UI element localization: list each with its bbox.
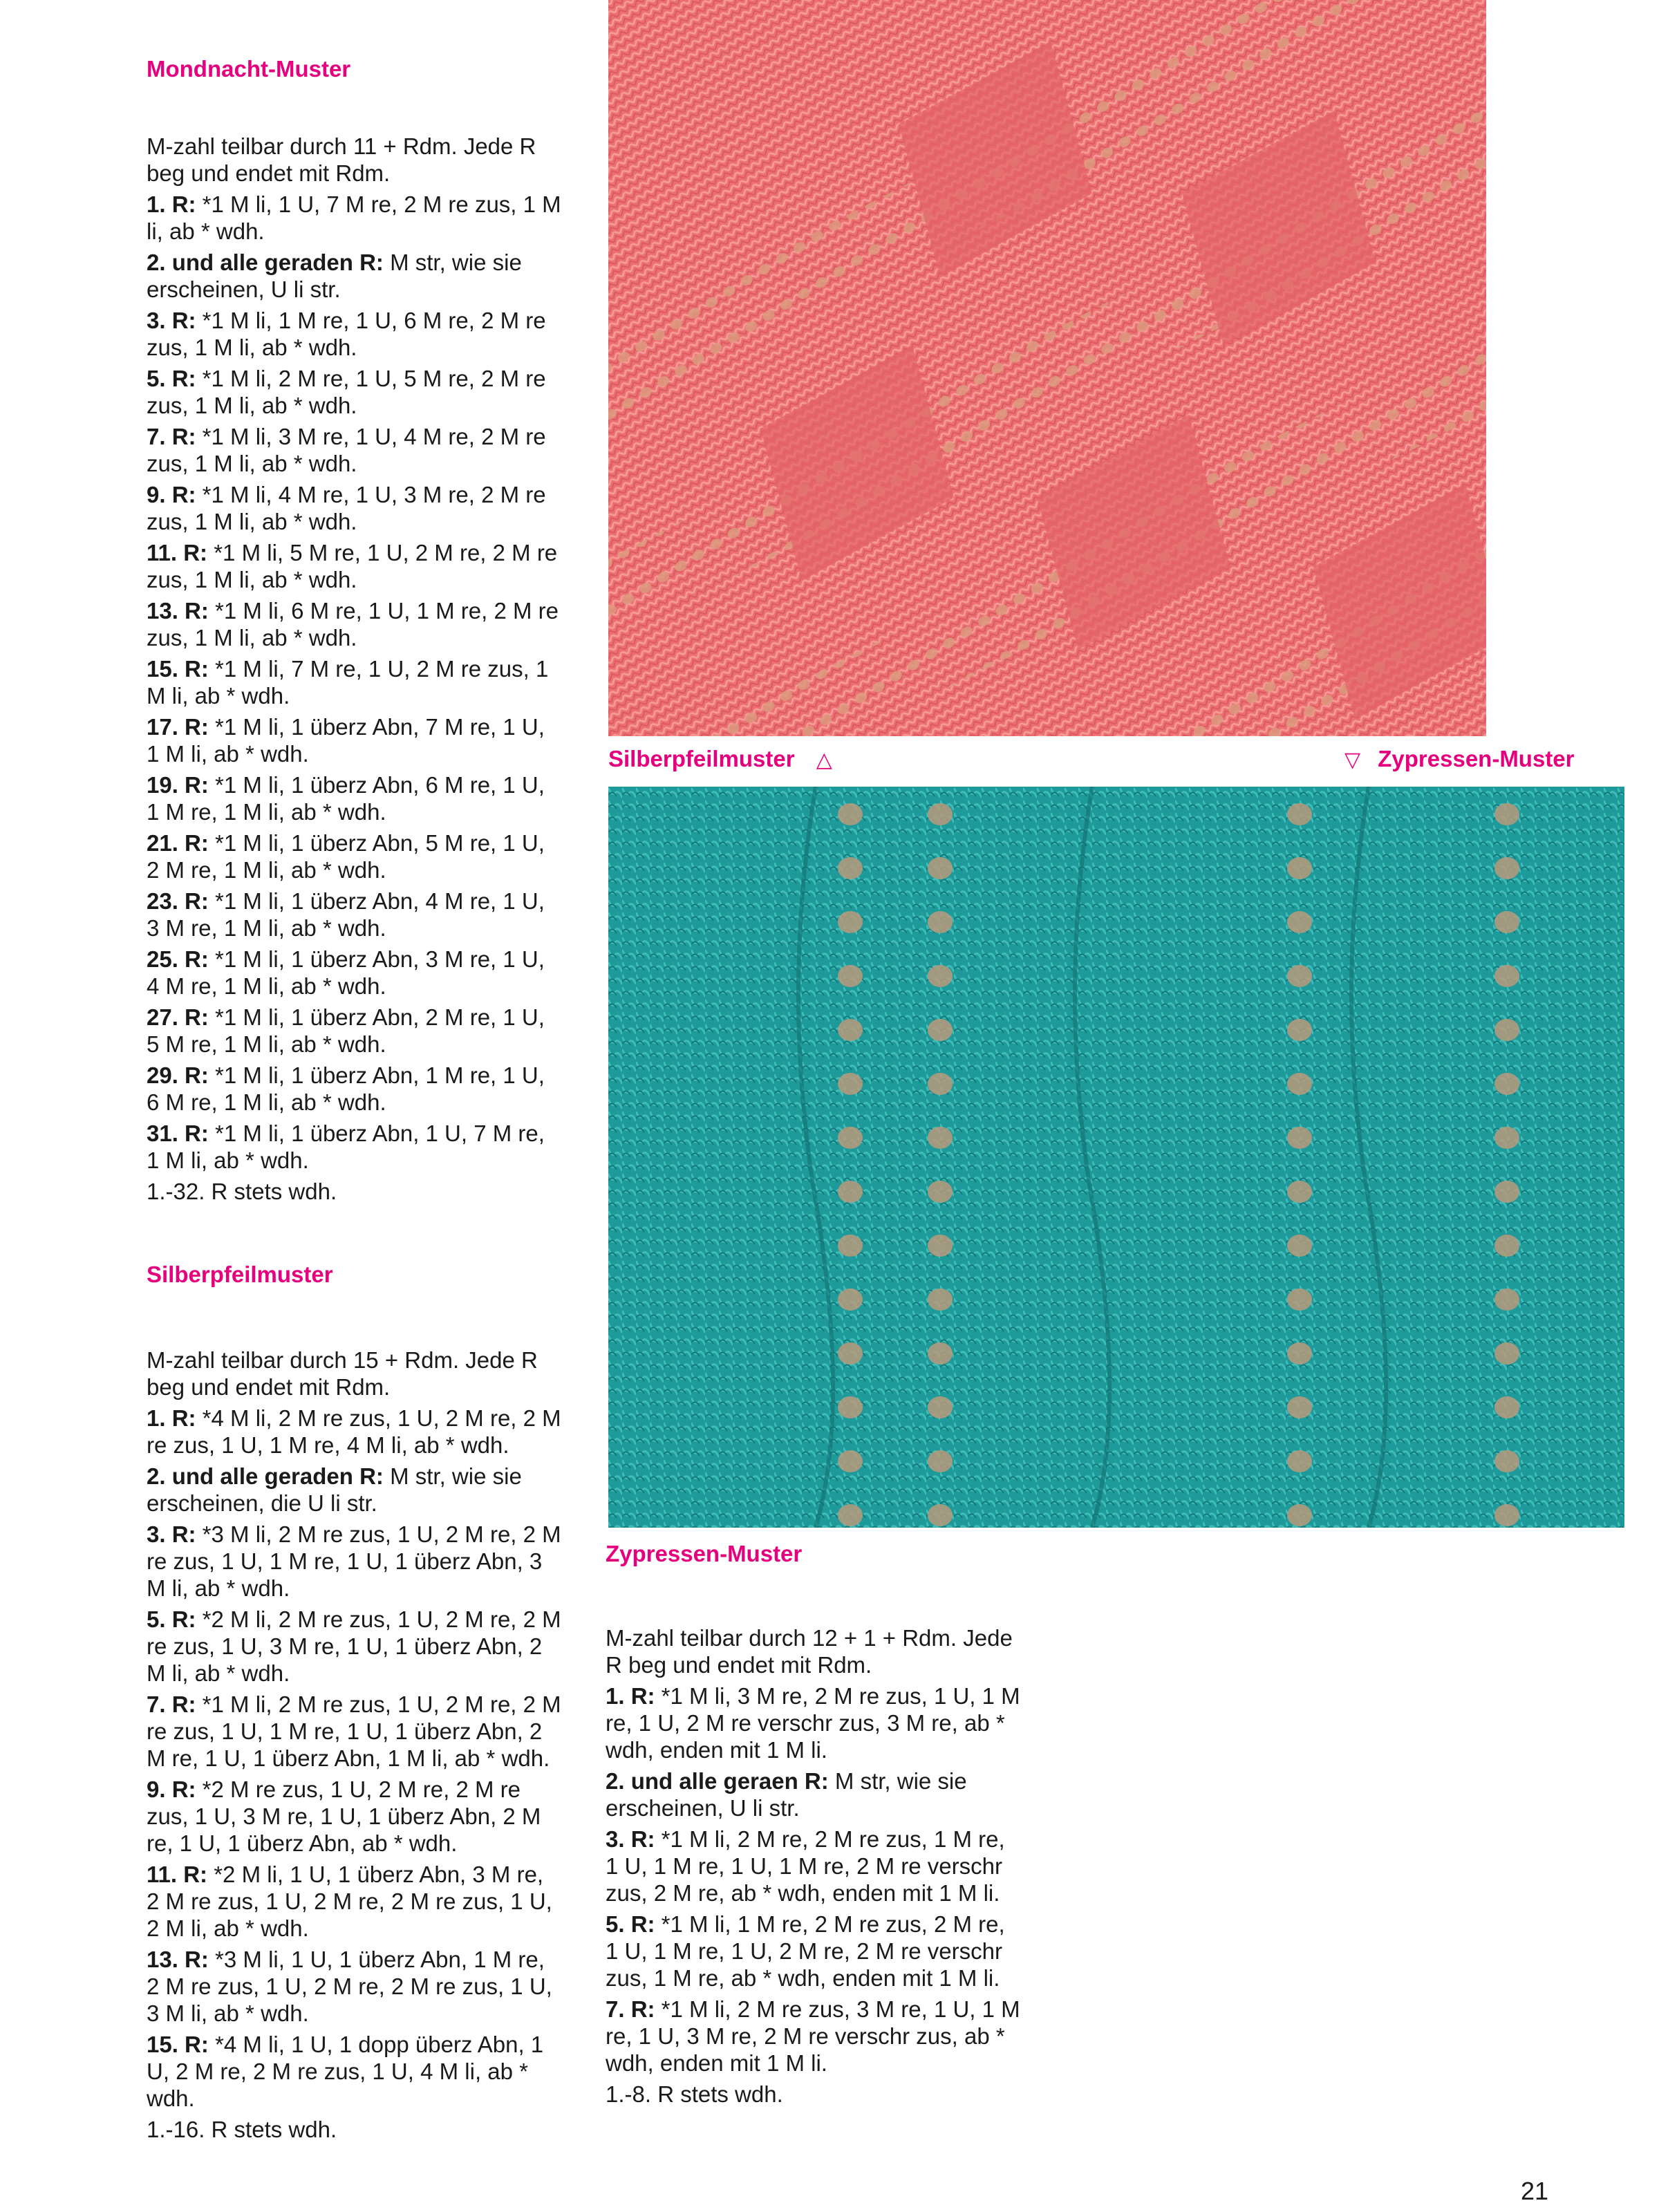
row-label: 25. R: [147, 946, 209, 972]
eyelet-hole [838, 1342, 863, 1365]
row-text: *2 M re zus, 1 U, 2 M re, 2 M re zus, 1 U, 3 M re, 1 U, 1 überz Abn, 2 M re, 1 U, 1 überz Abn, ab * wdh. [147, 1777, 541, 1856]
row-label: 2. und alle geraen R: [606, 1768, 829, 1794]
instruction-row [147, 2031, 561, 2112]
row-text: *1 M li, 1 überz Abn, 1 M re, 1 U, 6 M re, 1 M li, ab * wdh. [147, 1062, 545, 1115]
row-label: 29. R: [147, 1062, 209, 1088]
instruction-row [147, 191, 561, 245]
eyelet-hole [928, 1342, 953, 1365]
row-label: 1. R: [147, 1405, 196, 1431]
eyelet-hole [928, 1127, 953, 1149]
instruction-row [606, 1911, 1020, 1991]
row-label: 5. R: [147, 1606, 196, 1632]
instruction-row [606, 1826, 1020, 1906]
eyelet-hole [1287, 911, 1312, 933]
row-label: 15. R: [147, 2032, 209, 2057]
eyelet-hole [838, 1504, 863, 1526]
row-label: 2. und alle geraden R: [147, 1463, 384, 1489]
instruction-row [147, 946, 561, 1000]
instruction-row [147, 1691, 561, 1772]
row-label: 23. R: [147, 888, 209, 914]
eyelet-hole [1494, 1288, 1519, 1311]
instruction-row [147, 597, 561, 651]
instruction-row [147, 771, 561, 825]
row-text: *1 M li, 6 M re, 1 U, 1 M re, 2 M re zus, 1 M li, ab * wdh. [147, 598, 559, 650]
row-text: *1 M li, 1 M re, 2 M re zus, 2 M re, 1 U, 1 M re, 1 U, 2 M re, 2 M re verschr zus, 1 M re, ab * wdh, enden mit 1 M li. [606, 1911, 1005, 1991]
eyelet-hole [928, 1504, 953, 1526]
row-text: *1 M li, 1 überz Abn, 6 M re, 1 U, 1 M re, 1 M li, ab * wdh. [147, 772, 545, 825]
row-text: *3 M li, 1 U, 1 überz Abn, 1 M re, 2 M re zus, 1 U, 2 M re, 2 M re zus, 1 U, 3 M li, ab * wdh. [147, 1947, 552, 2026]
row-text: *4 M li, 2 M re zus, 1 U, 2 M re, 2 M re zus, 1 U, 1 M re, 4 M li, ab * wdh. [147, 1405, 561, 1458]
instruction-row [147, 307, 561, 361]
eyelet-hole [838, 1127, 863, 1149]
row-text: *2 M li, 1 U, 1 überz Abn, 3 M re, 2 M re zus, 1 U, 2 M re, 2 M re zus, 1 U, 2 M li, ab * wdh. [147, 1862, 552, 1941]
eyelet-hole [1494, 1235, 1519, 1257]
instruction-row [147, 1861, 561, 1942]
eyelet-hole [1494, 1127, 1519, 1149]
eyelet-hole [1494, 965, 1519, 987]
silberpfeil-knit-photo [608, 787, 1624, 1528]
row-label: 7. R: [147, 1691, 196, 1717]
eyelet-hole [1287, 1073, 1312, 1095]
silberpfeil-rows [147, 1405, 561, 2112]
row-label: 11. R: [147, 1862, 208, 1887]
eyelet-hole [1494, 1342, 1519, 1365]
eyelet-hole [838, 1073, 863, 1095]
instruction-row [147, 1606, 561, 1687]
eyelet-hole [1287, 1450, 1312, 1472]
row-label: 9. R: [147, 482, 196, 507]
instruction-row [147, 365, 561, 419]
instruction-row [147, 713, 561, 767]
triangle-up-icon: △ [816, 749, 832, 771]
mondnacht-repeat: 1.-32. R stets wdh. [147, 1179, 337, 1204]
eyelet-hole [1287, 1019, 1312, 1041]
eyelet-hole [838, 803, 863, 825]
row-text: *4 M li, 1 U, 1 dopp überz Abn, 1 U, 2 M re, 2 M re zus, 1 U, 4 M li, ab * wdh. [147, 2032, 544, 2111]
instruction-row [606, 1996, 1020, 2077]
row-text: *1 M li, 2 M re, 2 M re zus, 1 M re, 1 U, 1 M re, 1 U, 1 M re, 2 M re verschr zus, 2 M re, ab * wdh, enden mit 1 M li. [606, 1826, 1005, 1906]
eyelet-hole [838, 1450, 863, 1472]
eyelet-hole [1287, 803, 1312, 825]
eyelet-hole [838, 1288, 863, 1311]
instruction-row [147, 1004, 561, 1058]
silberpfeil-title: Silberpfeilmuster [147, 1262, 333, 1287]
eyelet-hole [1494, 1019, 1519, 1041]
mondnacht-instructions [147, 133, 561, 1209]
row-text: *1 M li, 5 M re, 1 U, 2 M re, 2 M re zus, 1 M li, ab * wdh. [147, 540, 558, 592]
eyelet-hole [928, 965, 953, 987]
eyelet-hole [1494, 857, 1519, 879]
mondnacht-knit-photo [608, 0, 1486, 736]
eyelet-hole [1494, 1504, 1519, 1526]
silberpfeil-caption-label: Silberpfeilmuster [608, 746, 795, 771]
row-label: 27. R: [147, 1004, 209, 1030]
eyelet-hole [928, 1181, 953, 1203]
zypressen-title: Zypressen-Muster [606, 1541, 803, 1566]
eyelet-hole [1287, 1127, 1312, 1149]
instruction-row [147, 1521, 561, 1602]
eyelet-hole [1287, 965, 1312, 987]
row-label: 11. R: [147, 540, 208, 565]
eyelet-hole [1494, 803, 1519, 825]
instruction-row [147, 539, 561, 593]
eyelet-hole [928, 911, 953, 933]
row-text: *3 M li, 2 M re zus, 1 U, 2 M re, 2 M re zus, 1 U, 1 M re, 1 U, 1 überz Abn, 3 M li, ab * wdh. [147, 1521, 561, 1601]
eyelet-hole [838, 1019, 863, 1041]
eyelet-hole [928, 1450, 953, 1472]
instruction-row [147, 1463, 561, 1517]
zypressen-rows [606, 1683, 1020, 2077]
instruction-row [606, 1683, 1020, 1763]
eyelet-hole [928, 1235, 953, 1257]
row-text: *1 M li, 1 überz Abn, 3 M re, 1 U, 4 M re, 1 M li, ab * wdh. [147, 946, 545, 999]
row-label: 5. R: [147, 366, 196, 391]
row-label: 13. R: [147, 1947, 209, 1972]
eyelet-hole [838, 857, 863, 879]
row-label: 9. R: [147, 1777, 196, 1802]
row-text: *1 M li, 4 M re, 1 U, 3 M re, 2 M re zus, 1 M li, ab * wdh. [147, 482, 546, 534]
eyelet-hole [838, 1235, 863, 1257]
eyelet-hole [1494, 1073, 1519, 1095]
mondnacht-rows [147, 191, 561, 1174]
instruction-row [147, 249, 561, 303]
zypressen-repeat: 1.-8. R stets wdh. [606, 2081, 783, 2107]
eyelet-hole [1287, 1181, 1312, 1203]
eyelet-hole [928, 803, 953, 825]
instruction-row [147, 1120, 561, 1174]
row-text: *1 M li, 1 U, 7 M re, 2 M re zus, 1 M li, ab * wdh. [147, 191, 561, 244]
instruction-row [606, 1768, 1020, 1821]
instruction-row [147, 1776, 561, 1857]
row-text: *1 M li, 2 M re zus, 1 U, 2 M re, 2 M re zus, 1 U, 1 M re, 1 U, 1 überz Abn, 2 M re, 1 U, 1 überz Abn, 1 M li, ab * wdh. [147, 1691, 561, 1771]
row-label: 3. R: [147, 1521, 196, 1547]
zypressen-intro: M-zahl teilbar durch 12 + 1 + Rdm. Jede R beg und endet mit Rdm. [606, 1625, 1013, 1678]
page-number: 21 [1520, 2177, 1548, 2205]
instruction-row [147, 1405, 561, 1459]
row-label: 2. und alle geraden R: [147, 250, 384, 275]
row-label: 31. R: [147, 1121, 209, 1146]
row-text: M str, wie sie erscheinen, die U li str. [147, 1463, 522, 1516]
silberpfeil-caption [608, 745, 832, 774]
eyelet-hole [1287, 857, 1312, 879]
eyelet-hole [1494, 1396, 1519, 1418]
row-text: *1 M li, 2 M re, 1 U, 5 M re, 2 M re zus, 1 M li, ab * wdh. [147, 366, 546, 418]
row-text: M str, wie sie erscheinen, U li str. [147, 250, 522, 302]
row-label: 13. R: [147, 598, 209, 624]
zypressen-caption-label: Zypressen-Muster [1378, 746, 1575, 771]
instruction-row [147, 481, 561, 535]
zypressen-caption [1344, 745, 1575, 774]
row-label: 19. R: [147, 772, 209, 798]
row-text: *1 M li, 1 überz Abn, 4 M re, 1 U, 3 M re, 1 M li, ab * wdh. [147, 888, 545, 941]
silberpfeil-instructions [147, 1347, 561, 2147]
eyelet-hole [1287, 1396, 1312, 1418]
row-label: 3. R: [147, 308, 196, 333]
row-label: 1. R: [147, 191, 196, 217]
silberpfeil-repeat: 1.-16. R stets wdh. [147, 2117, 337, 2142]
eyelet-hole [1287, 1288, 1312, 1311]
eyelet-hole [928, 1396, 953, 1418]
instruction-row [147, 888, 561, 941]
eyelet-hole [1494, 911, 1519, 933]
eyelet-hole [1287, 1235, 1312, 1257]
instruction-row [147, 655, 561, 709]
instruction-row [147, 423, 561, 477]
eyelet-hole [1287, 1504, 1312, 1526]
eyelet-hole [838, 1396, 863, 1418]
row-text: *1 M li, 2 M re zus, 3 M re, 1 U, 1 M re, 1 U, 3 M re, 2 M re verschr zus, ab * wdh, enden mit 1 M li. [606, 1996, 1020, 2076]
row-text: *1 M li, 1 überz Abn, 5 M re, 1 U, 2 M re, 1 M li, ab * wdh. [147, 830, 545, 883]
row-label: 17. R: [147, 714, 209, 740]
row-text: *1 M li, 1 M re, 1 U, 6 M re, 2 M re zus, 1 M li, ab * wdh. [147, 308, 546, 360]
row-label: 7. R: [606, 1996, 655, 2022]
row-text: *1 M li, 1 überz Abn, 2 M re, 1 U, 5 M re, 1 M li, ab * wdh. [147, 1004, 545, 1057]
eyelet-hole [1494, 1181, 1519, 1203]
instruction-row [147, 830, 561, 883]
row-text: *1 M li, 3 M re, 1 U, 4 M re, 2 M re zus, 1 M li, ab * wdh. [147, 424, 546, 476]
instruction-row [147, 1946, 561, 2027]
eyelet-hole [1287, 1342, 1312, 1365]
row-label: 1. R: [606, 1683, 655, 1709]
row-text: *2 M li, 2 M re zus, 1 U, 2 M re, 2 M re zus, 1 U, 3 M re, 1 U, 1 überz Abn, 2 M li, ab * wdh. [147, 1606, 561, 1686]
eyelet-hole [838, 911, 863, 933]
silberpfeil-intro: M-zahl teilbar durch 15 + Rdm. Jede R beg und endet mit Rdm. [147, 1347, 538, 1400]
eyelet-hole [838, 965, 863, 987]
triangle-down-icon: ▽ [1344, 749, 1361, 771]
eyelet-hole [928, 1019, 953, 1041]
row-label: 15. R: [147, 656, 209, 682]
eyelet-hole [928, 857, 953, 879]
zypressen-instructions [606, 1624, 1020, 2112]
mondnacht-intro: M-zahl teilbar durch 11 + Rdm. Jede R beg und endet mit Rdm. [147, 133, 536, 186]
row-text: *1 M li, 3 M re, 2 M re zus, 1 U, 1 M re, 1 U, 2 M re verschr zus, 3 M re, ab * wdh, enden mit 1 M li. [606, 1683, 1020, 1763]
eyelet-hole [928, 1073, 953, 1095]
eyelet-hole [838, 1181, 863, 1203]
row-text: M str, wie sie erscheinen, U li str. [606, 1768, 967, 1821]
row-text: *1 M li, 7 M re, 1 U, 2 M re zus, 1 M li, ab * wdh. [147, 656, 549, 709]
mondnacht-title: Mondnacht-Muster [147, 56, 351, 82]
row-label: 7. R: [147, 424, 196, 449]
row-text: *1 M li, 1 überz Abn, 7 M re, 1 U, 1 M li, ab * wdh. [147, 714, 545, 767]
row-label: 5. R: [606, 1911, 655, 1937]
row-label: 21. R: [147, 830, 209, 856]
eyelet-hole [928, 1288, 953, 1311]
instruction-row [147, 1062, 561, 1116]
eyelet-hole [1494, 1450, 1519, 1472]
row-text: *1 M li, 1 überz Abn, 1 U, 7 M re, 1 M li, ab * wdh. [147, 1121, 545, 1173]
row-label: 3. R: [606, 1826, 655, 1852]
